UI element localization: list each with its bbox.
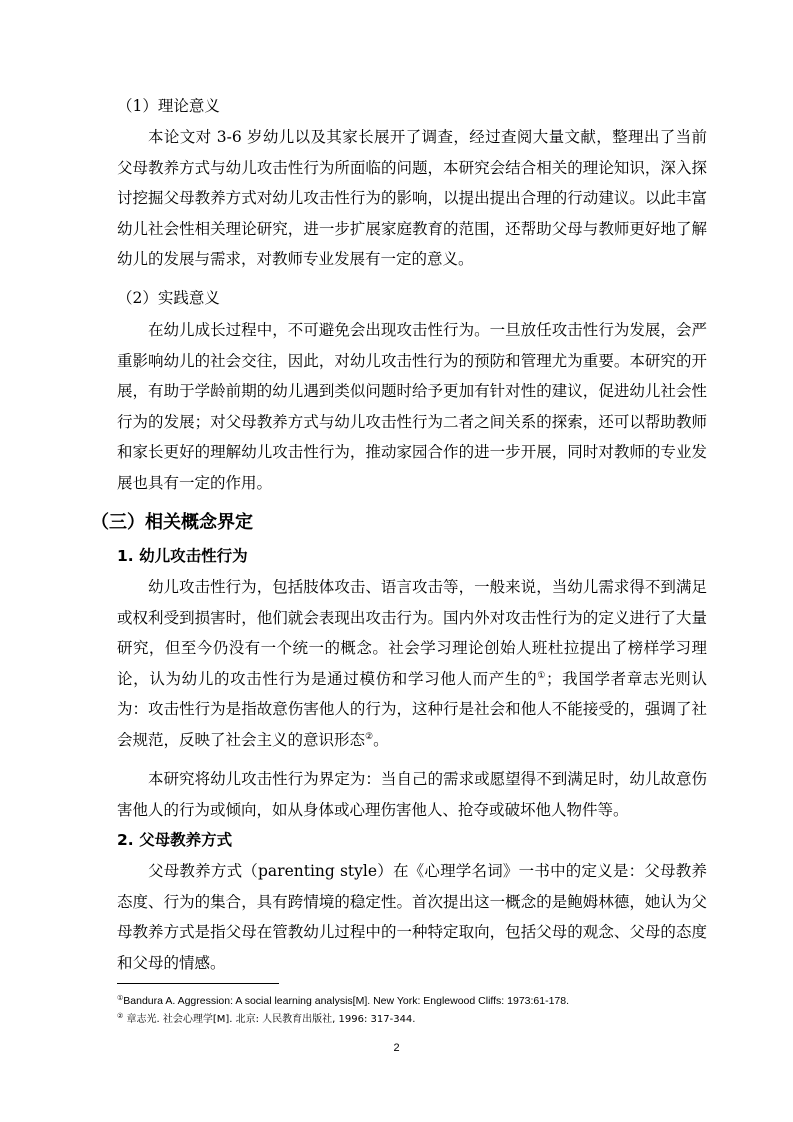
practice-significance-heading: （2）实践意义	[117, 289, 220, 307]
footnote-1	[117, 993, 569, 1009]
theory-significance-paragraph: 本论文对 3-6 岁幼儿以及其家长展开了调查，经过查阅大量文献，整理出了当前父母教养方式与幼儿攻击性行为所面临的问题，本研究会结合相关的理论知识，深入探讨挖掘父母教养方式对幼儿攻击性行为的影响，以提出提出合理的行动建议。以此丰富幼儿社会性相关理论研究，进一步扩展家庭教育的范围，还帮助父母与教师更好地了解幼儿的发展与需求，对教师专业发展有一定的意义。	[117, 128, 707, 268]
footnote-1-mark: ①	[117, 995, 124, 1002]
footnote-1-text: Bandura A. Aggression: A social learning analysis[M]. New York: Englewood Cliffs: 1973:61-178.	[123, 995, 570, 1007]
aggression-text-part-2: ；我国学者章志光则认为：攻击性行为是指故意伤害他人的行为，这种行是社会和他人不能接受的，强调了社会规范，反映了社会主义的意识形态	[117, 669, 707, 749]
page-number: 2	[393, 1042, 400, 1054]
section-heading-concepts: （三）相关概念界定	[91, 512, 253, 533]
subsection-heading-parenting: 2. 父母教养方式	[117, 831, 233, 849]
subsection-heading-aggression: 1. 幼儿攻击性行为	[117, 547, 248, 565]
footnote-2-mark: ②	[117, 1012, 124, 1020]
practice-significance-paragraph: 在幼儿成长过程中，不可避免会出现攻击性行为。一旦放任攻击性行为发展，会严重影响幼儿的社会交往，因此，对幼儿攻击性行为的预防和管理尤为重要。本研究的开展，有助于学龄前期的幼儿遇到类似问题时给予更加有针对性的建议，促进幼儿社会性行为的发展；对父母教养方式与幼儿攻击性行为二者之间关系的探索，还可以帮助教师和家长更好的理解幼儿攻击性行为，推动家园合作的进一步开展，同时对教师的专业发展也具有一定的作用。	[117, 321, 707, 492]
aggression-definition-paragraph	[117, 572, 707, 755]
aggression-operational-definition: 本研究将幼儿攻击性行为界定为：当自己的需求或愿望得不到满足时，幼儿故意伤害他人的行为或倾向，如从身体或心理伤害他人、抢夺或破坏他人物件等。	[117, 770, 707, 819]
footnote-separator	[117, 983, 279, 984]
theory-significance-heading: （1）理论意义	[117, 97, 220, 115]
aggression-text-part-3: 。	[373, 730, 389, 749]
footnote-2	[117, 1012, 415, 1028]
parenting-definition-paragraph: 父母教养方式（parenting style）在《心理学名词》一书中的定义是：父母教养态度、行为的集合，具有跨情境的稳定性。首次提出这一概念的是鲍姆林德，她认为父母教养方式是指父母在管教幼儿过程中的一种特定取向，包括父母的观念、父母的态度和父母的情感。	[117, 862, 707, 972]
footnote-ref-2: ②	[365, 731, 374, 742]
aggression-text-part-1: 幼儿攻击性行为，包括肢体攻击、语言攻击等，一般来说，当幼儿需求得不到满足或权利受到损害时，他们就会表现出攻击行为。国内外对攻击性行为的定义进行了大量研究，但至今仍没有一个统一的概念。社会学习理论创始人班杜拉提出了榜样学习理论，认为幼儿的攻击性行为是通过模仿和学习他人而产生的	[117, 578, 707, 688]
footnote-2-text: 章志光. 社会心理学[M]. 北京: 人民教育出版社, 1996: 317-344.	[123, 1014, 416, 1025]
footnote-ref-1: ①	[537, 670, 546, 681]
